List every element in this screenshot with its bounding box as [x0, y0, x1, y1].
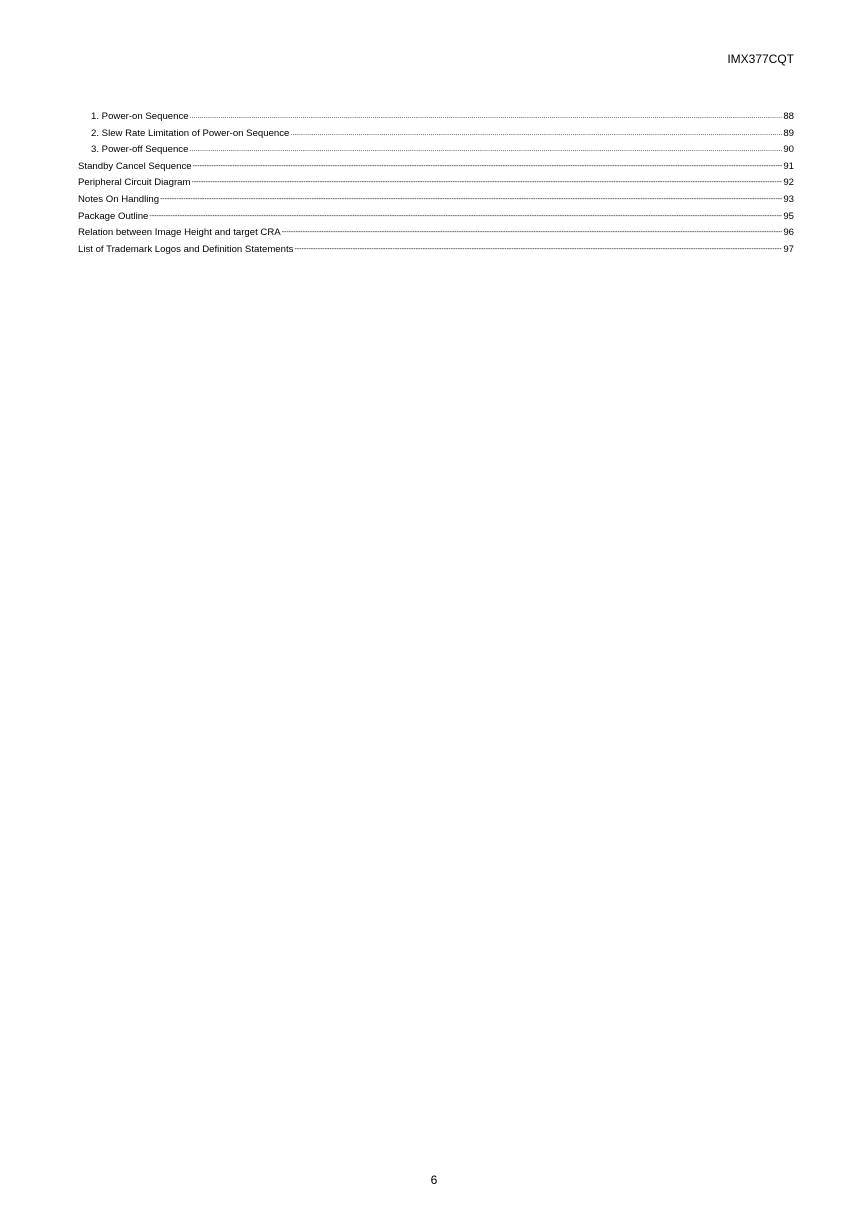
toc-dash-leader — [160, 192, 782, 209]
toc-entry-page: 97 — [783, 243, 794, 255]
table-of-contents — [78, 109, 794, 258]
toc-entry[interactable] — [78, 242, 794, 259]
toc-dash-leader — [294, 242, 782, 259]
toc-dot-leader — [189, 142, 782, 159]
toc-entry-title: 3. Power-off Sequence — [91, 144, 189, 156]
toc-dot-leader — [190, 109, 783, 126]
toc-entry-title: Relation between Image Height and target CRA — [78, 227, 281, 239]
toc-dot-leader — [290, 126, 782, 143]
toc-entry-title: Peripheral Circuit Diagram — [78, 177, 191, 189]
toc-entry[interactable] — [78, 225, 794, 242]
toc-entry[interactable] — [78, 209, 794, 226]
toc-entry-title: 1. Power-on Sequence — [91, 111, 189, 122]
toc-dash-leader — [282, 225, 783, 242]
toc-entry-page: 90 — [783, 144, 794, 156]
toc-entry[interactable] — [78, 109, 794, 126]
document-id-header: IMX377CQT — [727, 52, 794, 66]
toc-entry-title: List of Trademark Logos and Definition Statements — [78, 243, 294, 255]
toc-dash-leader — [193, 159, 783, 176]
toc-entry[interactable] — [78, 175, 794, 192]
toc-entry-page: 96 — [783, 227, 794, 239]
toc-entry[interactable] — [78, 192, 794, 209]
toc-entry[interactable] — [78, 126, 794, 143]
toc-entry-page: 88 — [783, 111, 794, 122]
page-number: 6 — [430, 1173, 438, 1187]
toc-dash-leader — [149, 209, 782, 226]
toc-entry-page: 92 — [783, 177, 794, 189]
toc-entry-title: 2. Slew Rate Limitation of Power-on Sequence — [91, 127, 290, 139]
toc-entry-page: 89 — [783, 127, 794, 139]
toc-dash-leader — [192, 175, 783, 192]
toc-entry[interactable] — [78, 142, 794, 159]
toc-entry-title: Package Outline — [78, 210, 149, 222]
toc-entry-title: Standby Cancel Sequence — [78, 160, 192, 172]
toc-entry-page: 91 — [783, 160, 794, 172]
toc-entry-title: Notes On Handling — [78, 193, 160, 205]
toc-entry[interactable] — [78, 159, 794, 176]
toc-entry-page: 93 — [783, 193, 794, 205]
toc-entry-page: 95 — [783, 210, 794, 222]
